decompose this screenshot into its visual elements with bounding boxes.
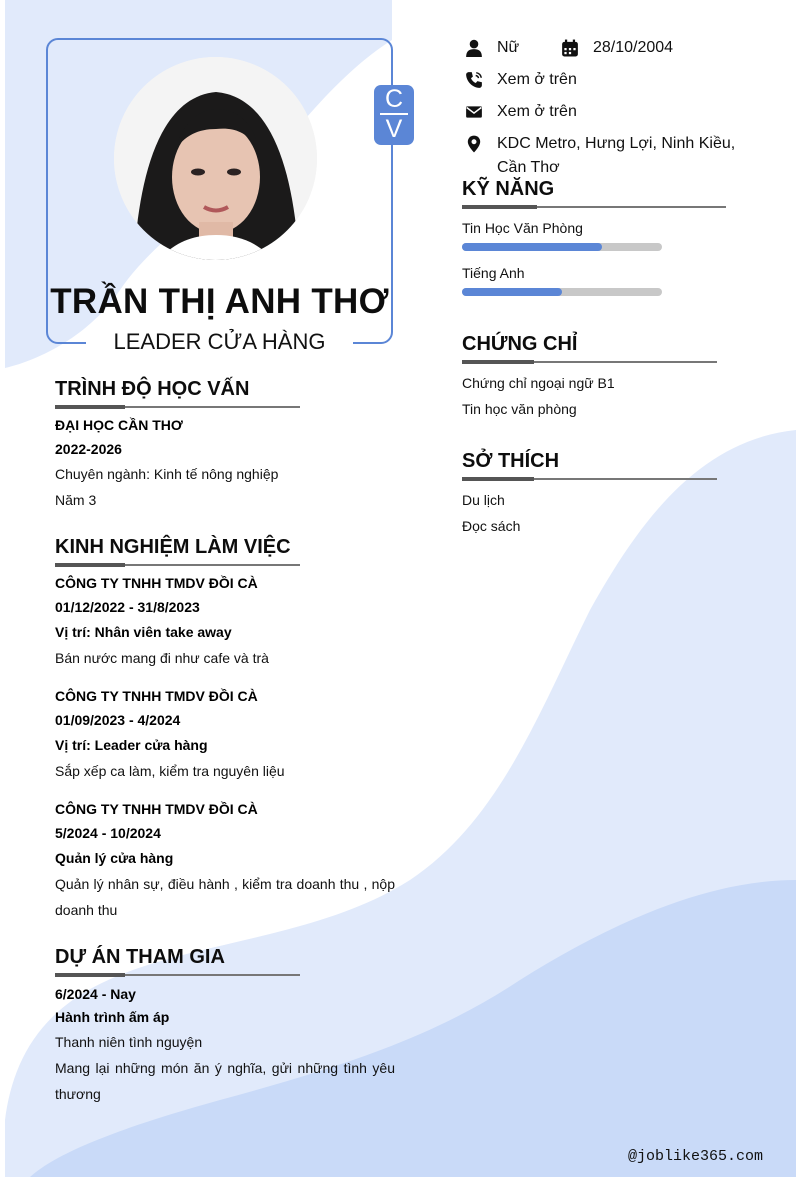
portrait-image <box>114 57 317 260</box>
job-company: CÔNG TY TNHH TMDV ĐỒI CÀ <box>55 801 258 817</box>
skill-bar <box>462 288 662 296</box>
phone-icon <box>465 71 483 89</box>
certificate-item: Chứng chỉ ngoại ngữ B1 <box>462 375 615 391</box>
skill-label: Tiếng Anh <box>462 265 525 281</box>
job-period: 5/2024 - 10/2024 <box>55 825 161 841</box>
education-period: 2022-2026 <box>55 441 122 457</box>
hobbies-title: SỞ THÍCH <box>462 450 560 472</box>
projects-divider-accent <box>55 973 125 977</box>
education-major: Chuyên ngành: Kinh tế nông nghiệp <box>55 466 279 482</box>
job-position: Vị trí: Nhân viên take away <box>55 624 232 640</box>
gender-value: Nữ <box>497 39 520 56</box>
birthdate-value: 28/10/2004 <box>593 39 674 56</box>
footer-watermark: @joblike365.com <box>628 1148 764 1165</box>
job-company: CÔNG TY TNHH TMDV ĐỒI CÀ <box>55 688 258 704</box>
cv-badge <box>374 85 414 145</box>
job-period: 01/12/2022 - 31/8/2023 <box>55 599 200 615</box>
project-name: Hành trình ấm áp <box>55 1009 170 1025</box>
hobbies-divider-accent <box>462 477 534 481</box>
phone-value: Xem ở trên <box>497 71 577 88</box>
skills-title: KỸ NĂNG <box>462 178 555 200</box>
skill-bar <box>462 243 662 251</box>
experience-divider-accent <box>55 563 125 567</box>
certificates-divider-accent <box>462 360 534 364</box>
job-position: Vị trí: Leader cửa hàng <box>55 737 208 753</box>
certificate-item: Tin học văn phòng <box>462 401 577 417</box>
candidate-name: TRẦN THỊ ANH THƠ <box>50 282 389 321</box>
skill-bar-fill <box>462 288 562 296</box>
project-role: Thanh niên tình nguyện <box>55 1034 203 1050</box>
project-description: Mang lại những món ăn ý nghĩa, gửi những tình yêu thương <box>55 1060 395 1102</box>
calendar-icon <box>561 39 579 57</box>
hobby-item: Du lịch <box>462 492 505 508</box>
job-description: Bán nước mang đi như cafe và trà <box>55 650 269 666</box>
certificates-title: CHỨNG CHỈ <box>462 333 578 355</box>
address-line-2: Cần Thơ <box>497 159 560 176</box>
education-divider-accent <box>55 405 125 409</box>
cv-badge-bottom: V <box>385 115 403 143</box>
job-description: Sắp xếp ca làm, kiểm tra nguyên liệu <box>55 763 285 779</box>
job-company: CÔNG TY TNHH TMDV ĐỒI CÀ <box>55 575 258 591</box>
hobby-item: Đọc sách <box>462 518 521 534</box>
candidate-role: LEADER CỬA HÀNG <box>113 329 326 354</box>
map-pin-icon <box>465 135 483 153</box>
projects-title: DỰ ÁN THAM GIA <box>55 946 225 968</box>
job-description: Quản lý nhân sự, điều hành , kiểm tra doanh thu , nộp doanh thu <box>55 876 395 918</box>
experience-title: KINH NGHIỆM LÀM VIỆC <box>55 536 291 558</box>
profile-photo <box>114 57 317 260</box>
education-year: Năm 3 <box>55 492 97 508</box>
skill-label: Tin Học Văn Phòng <box>462 220 583 236</box>
user-icon <box>465 39 483 57</box>
education-school: ĐẠI HỌC CẦN THƠ <box>55 417 183 433</box>
job-period: 01/09/2023 - 4/2024 <box>55 712 181 728</box>
skills-divider-accent <box>462 205 537 209</box>
envelope-icon <box>465 103 483 121</box>
address-line-1: KDC Metro, Hưng Lợi, Ninh Kiều, <box>497 135 736 152</box>
cv-badge-top: C <box>384 85 404 113</box>
email-value: Xem ở trên <box>497 103 577 120</box>
education-title: TRÌNH ĐỘ HỌC VẤN <box>55 378 250 400</box>
job-position: Quản lý cửa hàng <box>55 850 174 866</box>
project-period: 6/2024 - Nay <box>55 986 136 1002</box>
skill-bar-fill <box>462 243 602 251</box>
